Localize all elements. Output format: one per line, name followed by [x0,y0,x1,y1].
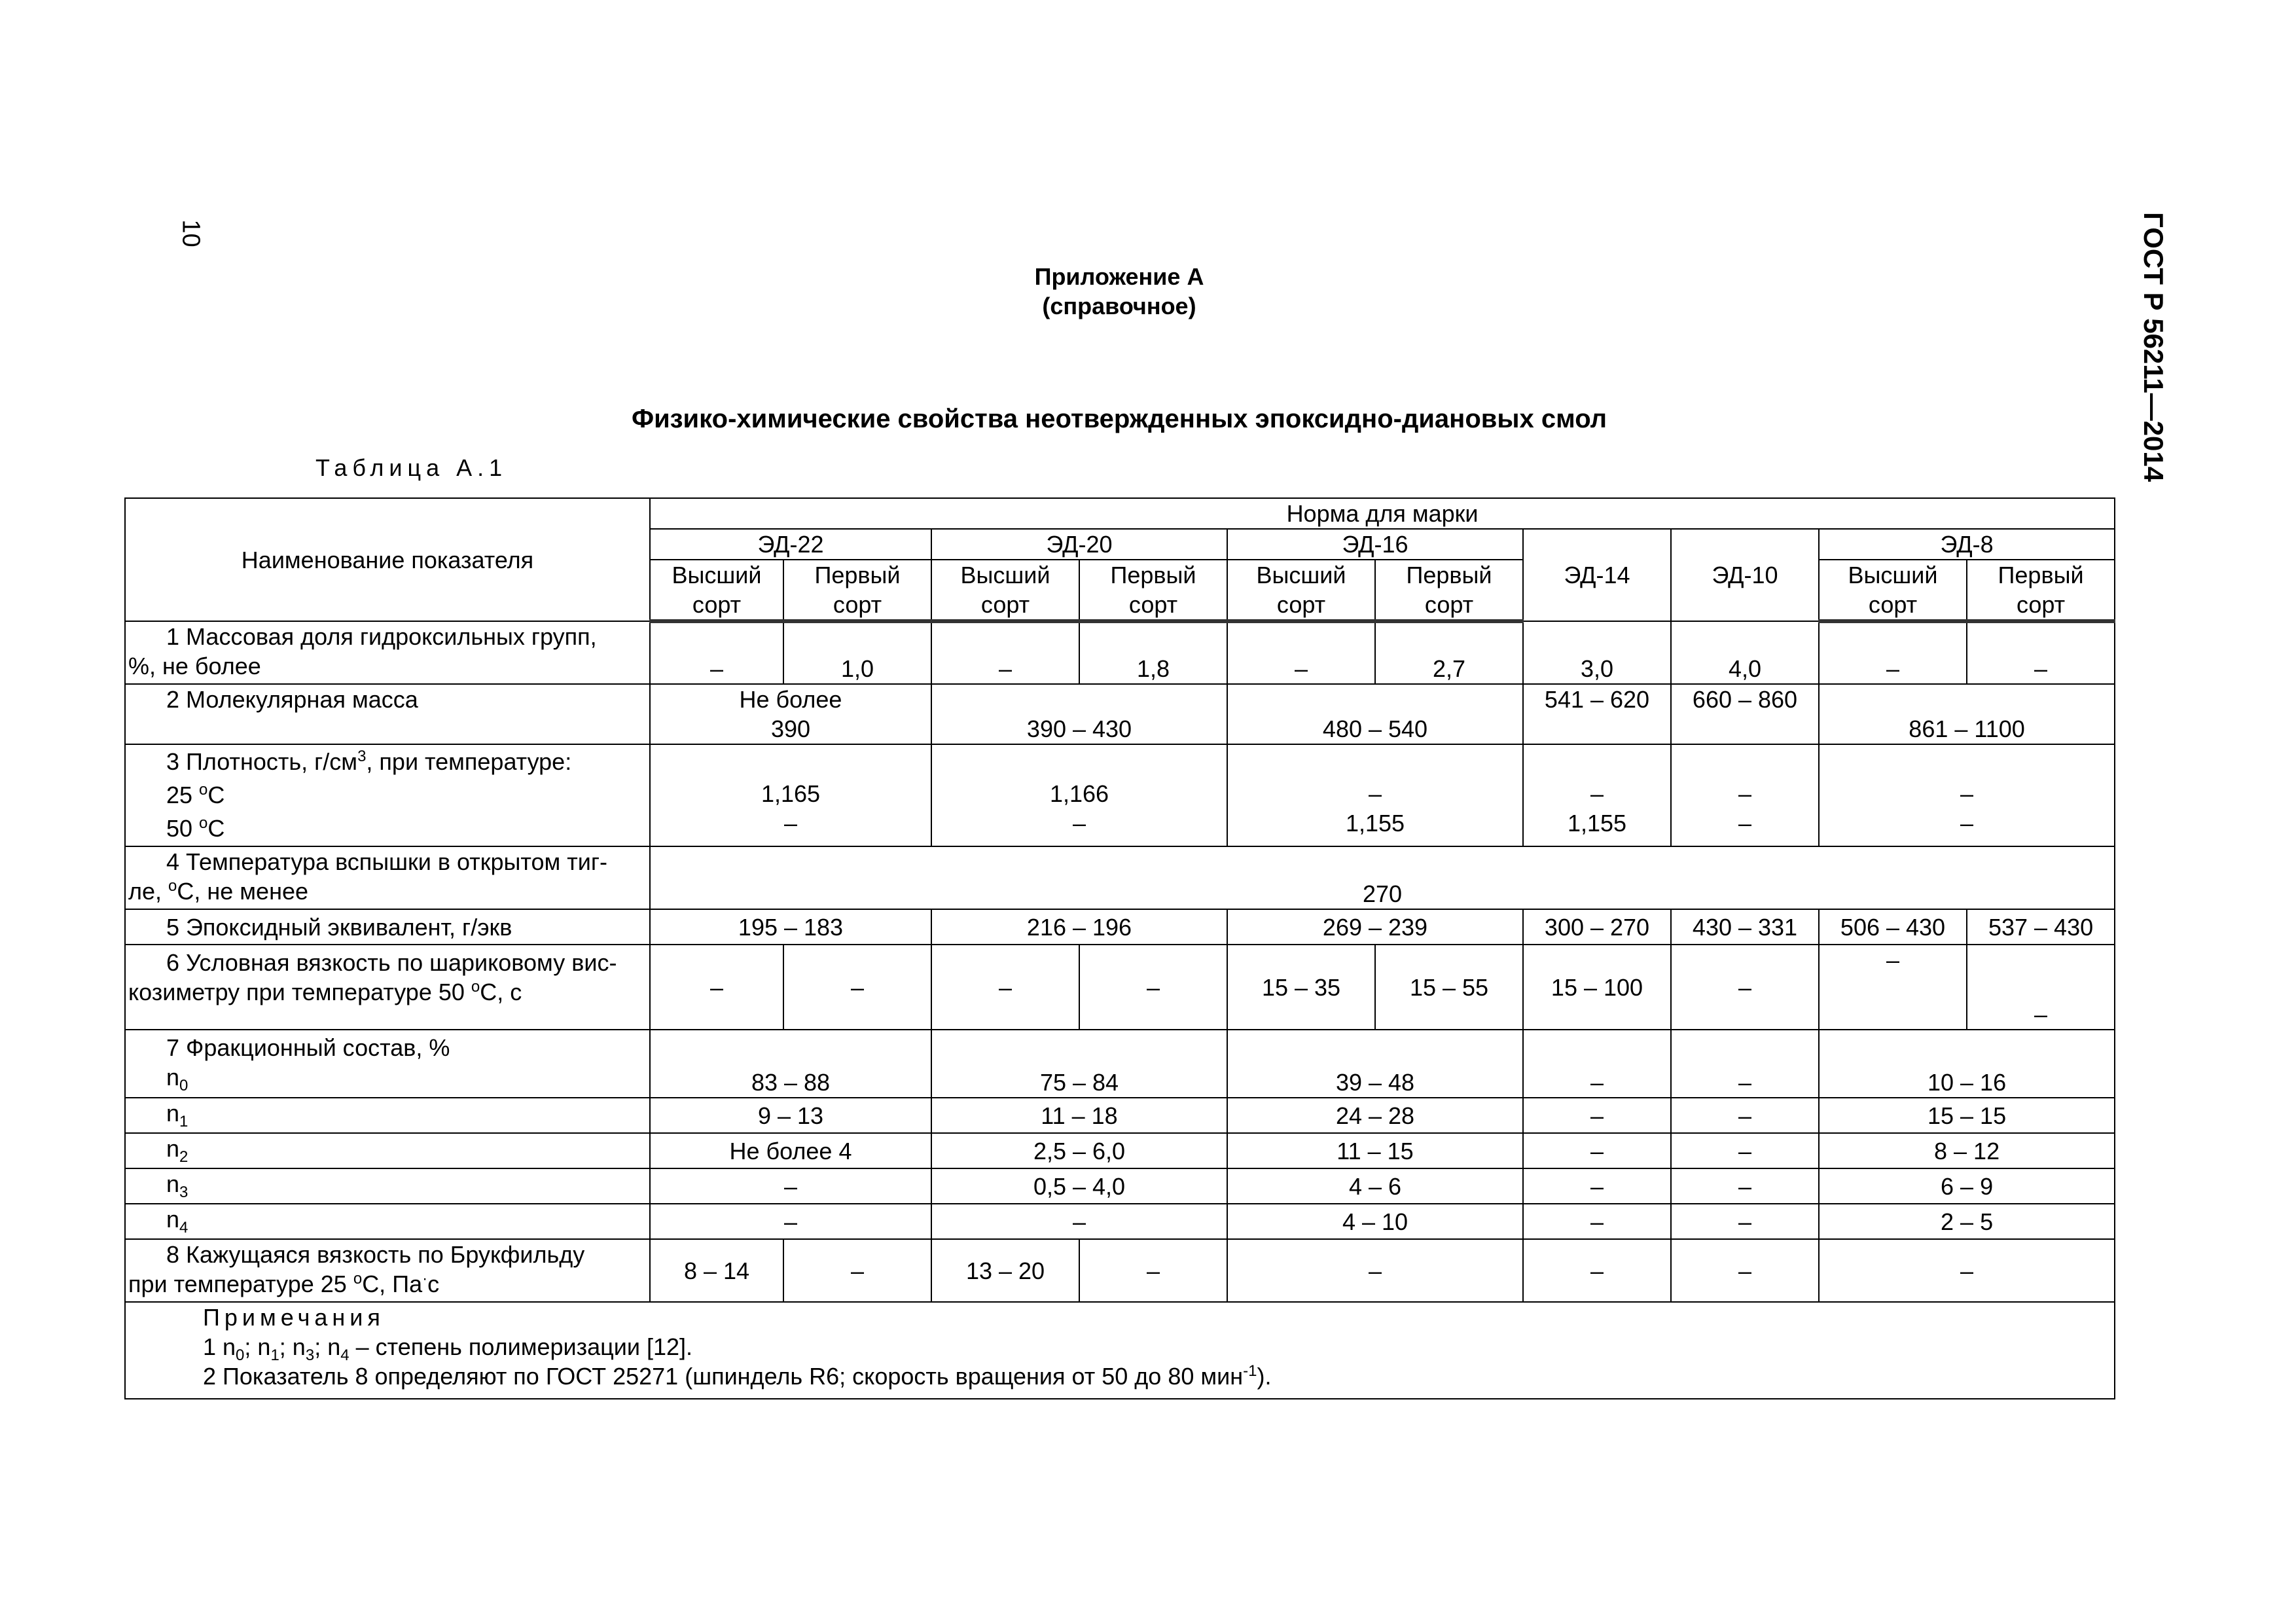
cell: 2 – 5 [1819,1204,2115,1239]
cell: 39 – 48 [1227,1030,1523,1098]
header-indicator: Наименование показателя [125,498,650,621]
cell: – [650,621,783,684]
cell: 270 [650,846,2115,909]
cell: 11 – 15 [1227,1133,1523,1168]
notes-row [125,1302,2115,1399]
cell: – [1671,1133,1819,1168]
cell: 2,7 [1375,621,1523,684]
cell: – [1079,945,1227,1030]
cell: – 1,155 [1227,744,1523,846]
document-title: Физико-химические свойства неотвержденных эпоксидно-диановых смол [631,405,1607,433]
cell: 537 – 430 [1967,909,2115,945]
cell: 15 – 100 [1523,945,1671,1030]
cell: – [1671,1098,1819,1133]
note-2: 2 Показатель 8 определяют по ГОСТ 25271 (шпиндель R6; скорость вращения от 50 до 80 мин$^{-1}$). [203,1362,1272,1390]
row-label: 1 Массовая доля гидроксильных групп, %, не более [125,621,650,684]
cell: – [931,1204,1227,1239]
grade-ed10: ЭД-10 [1671,529,1819,621]
cell: 861 – 1100 [1819,684,2115,744]
cell: – [931,621,1079,684]
row-label: $n_2$ [125,1133,650,1168]
cell: – [1967,621,2115,684]
cell: 10 – 16 [1819,1030,2115,1098]
row-label: 2 Молекулярная масса [125,684,650,744]
cell: 15 – 35 [1227,945,1375,1030]
cell: 15 – 15 [1819,1098,2115,1133]
cell: 541 – 620 [1523,684,1671,744]
cell: 2,5 – 6,0 [931,1133,1227,1168]
cell: – [1671,1030,1819,1098]
cell: – [1523,1030,1671,1098]
cell: – – [1671,744,1819,846]
cell: 13 – 20 [931,1239,1079,1302]
appendix-title: Приложение А [1034,263,1204,290]
sort-top: Высший сорт [1227,560,1375,621]
row-flash-point [125,846,2115,909]
row-density [125,744,2115,846]
standard-code: ГОСТ Р 56211—2014 [2138,212,2169,482]
cell: 195 – 183 [650,909,931,945]
appendix-subtitle: (справочное) [1042,293,1196,319]
grade-ed14: ЭД-14 [1523,529,1671,621]
grade-ed8: ЭД-8 [1819,529,2115,560]
row-label: 5 Эпоксидный эквивалент, г/экв [125,909,650,945]
cell: – [1227,621,1375,684]
cell: 0,5 – 4,0 [931,1168,1227,1204]
grade-ed20: ЭД-20 [931,529,1227,560]
row-fraction-n4 [125,1204,2115,1239]
row-label: 7 Фракционный состав, % $n_0$ [125,1030,650,1098]
cell: – [1523,1204,1671,1239]
page-number: 10 [177,219,205,247]
cell: – [1227,1239,1523,1302]
cell: 4 – 10 [1227,1204,1523,1239]
cell: 216 – 196 [931,909,1227,945]
cell: – [1671,1239,1819,1302]
row-label: 4 Температура вспышки в открытом тиг- ле, $^o$С, не менее [125,846,650,909]
cell: – [783,1239,931,1302]
cell: 9 – 13 [650,1098,931,1133]
row-hydroxyl [125,621,2115,684]
row-fraction-n0 [125,1030,2115,1098]
row-molecular-mass [125,684,2115,744]
cell: 11 – 18 [931,1098,1227,1133]
cell: 1,165 – [650,744,931,846]
cell: – [1523,1098,1671,1133]
sort-top: Высший сорт [1819,560,1967,621]
cell: 1,8 [1079,621,1227,684]
cell: 480 – 540 [1227,684,1523,744]
row-fraction-n2 [125,1133,2115,1168]
cell: 15 – 55 [1375,945,1523,1030]
row-conditional-viscosity [125,945,2115,1030]
cell: Не более 390 [650,684,931,744]
cell: – [1523,1168,1671,1204]
sort-top: Высший сорт [650,560,783,621]
cell: – [1671,1204,1819,1239]
row-fraction-n3 [125,1168,2115,1204]
cell: – [1671,1168,1819,1204]
notes-title: Примечания [203,1304,385,1331]
cell: 300 – 270 [1523,909,1671,945]
row-fraction-n1 [125,1098,2115,1133]
cell: – [1523,1133,1671,1168]
cell: – [783,945,931,1030]
cell: 1,166 – [931,744,1227,846]
cell: – [1079,1239,1227,1302]
cell: 269 – 239 [1227,909,1523,945]
table-label: Таблица А.1 [315,454,508,481]
cell: – [931,945,1079,1030]
cell: 390 – 430 [931,684,1227,744]
row-epoxy-equivalent [125,909,2115,945]
cell: – [650,945,783,1030]
sort-top: Высший сорт [931,560,1079,621]
cell: 8 – 14 [650,1239,783,1302]
header-row-norm [125,498,2115,529]
cell: Не более 4 [650,1133,931,1168]
row-label: 6 Условная вязкость по шариковому вис- козиметру при температуре 50 $^o$С, с [125,945,650,1030]
cell: 430 – 331 [1671,909,1819,945]
sort-first: Первый сорт [1967,560,2115,621]
row-label: 3 Плотность, $г/см^3$, при температуре: 25 $^o$С 50 $^o$С [125,744,650,846]
cell: – 1,155 [1523,744,1671,846]
row-label: 8 Кажущаяся вязкость по Брукфильду при температуре 25 $^o$С, Па·с [125,1239,650,1302]
cell: 660 – 860 [1671,684,1819,744]
cell: 24 – 28 [1227,1098,1523,1133]
cell: 83 – 88 [650,1030,931,1098]
cell: – [1967,945,2115,1030]
appendix-heading [655,262,1584,321]
cell: 4,0 [1671,621,1819,684]
notes [125,1302,2115,1399]
cell: 75 – 84 [931,1030,1227,1098]
cell: 1,0 [783,621,931,684]
cell: – – [1819,744,2115,846]
sort-first: Первый сорт [783,560,931,621]
cell: 3,0 [1523,621,1671,684]
cell: – [1819,1239,2115,1302]
cell: – [650,1204,931,1239]
header-norm: Норма для марки [650,498,2115,529]
row-label: $n_4$ [125,1204,650,1239]
row-label: $n_1$ [125,1098,650,1133]
grade-ed22: ЭД-22 [650,529,931,560]
cell: 6 – 9 [1819,1168,2115,1204]
row-label: $n_3$ [125,1168,650,1204]
cell: 4 – 6 [1227,1168,1523,1204]
cell: – [650,1168,931,1204]
cell: 8 – 12 [1819,1133,2115,1168]
properties-table [124,497,2115,1399]
row-brookfield-viscosity [125,1239,2115,1302]
cell: – [1671,945,1819,1030]
note-1: 1 $n_0$; $n_1$; $n_3$; $n_4$ – степень полимеризации [12]. [203,1333,693,1365]
cell: 506 – 430 [1819,909,1967,945]
sort-first: Первый сорт [1079,560,1227,621]
cell: – [1819,621,1967,684]
sort-first: Первый сорт [1375,560,1523,621]
cell: – [1819,945,1967,1030]
cell: – [1523,1239,1671,1302]
grade-ed16: ЭД-16 [1227,529,1523,560]
